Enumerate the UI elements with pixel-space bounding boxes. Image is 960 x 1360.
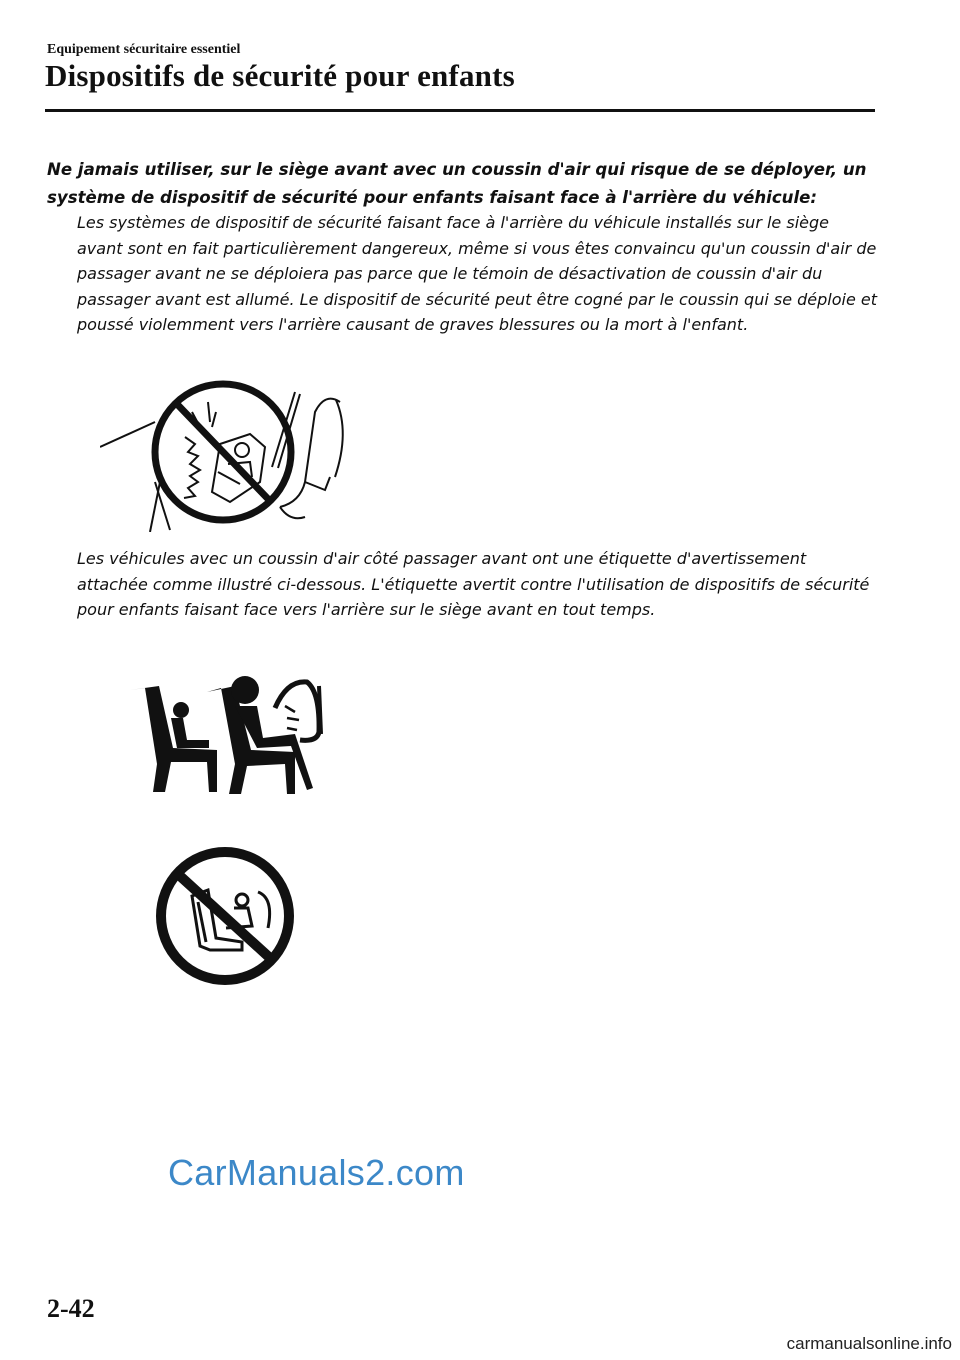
no-rear-facing-seat-icon <box>150 846 300 986</box>
section-label: Equipement sécuritaire essentiel <box>47 42 241 57</box>
footer-site-link[interactable]: carmanualsonline.info <box>786 1334 952 1353</box>
label-explanation: Les véhicules avec un coussin d'air côté passager avant ont une étiquette d'avertissement attachée comme illustré ci-dessous. L'étiquette avertit contre l'utilisation de dispositifs de sécurité pour enfants faisant face vers l'arrière sur le siège avant en tout temps. <box>77 549 870 619</box>
watermark-logo: CarManuals2.com <box>168 1152 465 1193</box>
page-title: Dispositifs de sécurité pour enfants <box>45 58 515 93</box>
warning-body: Les systèmes de dispositif de sécurité faisant face à l'arrière du véhicule installés sur le siège avant sont en fait particulièrement dangereux, même si vous êtes convaincu qu'un coussin d'air de passager avant ne se déploiera pas parce que le témoin de désactivation de coussin d'air du passager avant est allumé. Le dispositif de sécurité peut être cogné par le coussin qui se déploie et poussé violemment vers l'arrière causant de graves blessures ou la mort à l'enfant. <box>77 213 878 334</box>
page-number: 2-42 <box>47 1294 95 1323</box>
title-divider <box>45 109 875 112</box>
airbag-deploy-occupants-icon <box>125 672 330 812</box>
warning-heading: Ne jamais utiliser, sur le siège avant avec un coussin d'air qui risque de se déployer, un système de dispositif de sécurité pour enfants faisant face à l'arrière du véhicule: <box>47 160 867 207</box>
rear-facing-seat-airbag-prohibited-illustration <box>100 372 360 532</box>
